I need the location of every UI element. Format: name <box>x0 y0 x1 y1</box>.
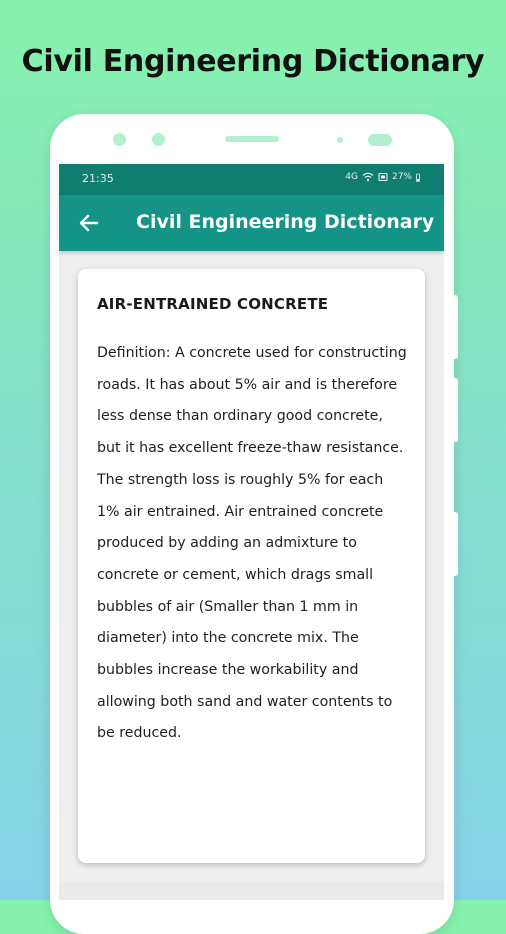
status-bar <box>59 164 444 195</box>
phone-side-button <box>453 378 458 442</box>
battery-icon <box>416 173 420 182</box>
term-heading: AIR-ENTRAINED CONCRETE <box>97 295 329 313</box>
definition-text: Definition: A concrete used for constructing roads. It has about 5% air and is therefore less dense than ordinary good concrete, but it has excellent freeze-thaw resistance. The strength loss is roughly 5% for each 1% air entrained. Air entrained concrete produced by adding an admixture to concrete or cement, which drags small bubbles of air (Smaller than 1 mm in diameter) into the concrete mix. The bubbles increase the workability and allowing both sand and water contents to be reduced. <box>97 345 407 742</box>
status-time: 21:35 <box>82 172 114 185</box>
battery-saver-icon <box>378 172 388 182</box>
phone-side-button <box>453 295 458 359</box>
bottom-strip <box>59 882 444 900</box>
phone-light-dot <box>337 137 343 143</box>
phone-sensor-pill <box>368 134 392 146</box>
app-bar <box>59 195 444 251</box>
app-screen <box>59 164 444 900</box>
phone-camera-dot <box>113 133 126 146</box>
status-icons <box>345 172 420 182</box>
app-title: Civil Engineering Dictionary <box>136 211 435 233</box>
battery-percent: 27% <box>391 172 412 182</box>
phone-side-button <box>453 512 458 576</box>
network-indicator: 4G <box>345 172 358 182</box>
phone-sensor-dot <box>152 133 165 146</box>
arrow-left-icon[interactable] <box>77 211 101 235</box>
definition-card <box>78 269 425 863</box>
wifi-icon <box>362 172 374 182</box>
phone-speaker <box>225 136 279 142</box>
promo-title: Civil Engineering Dictionary <box>21 44 485 79</box>
